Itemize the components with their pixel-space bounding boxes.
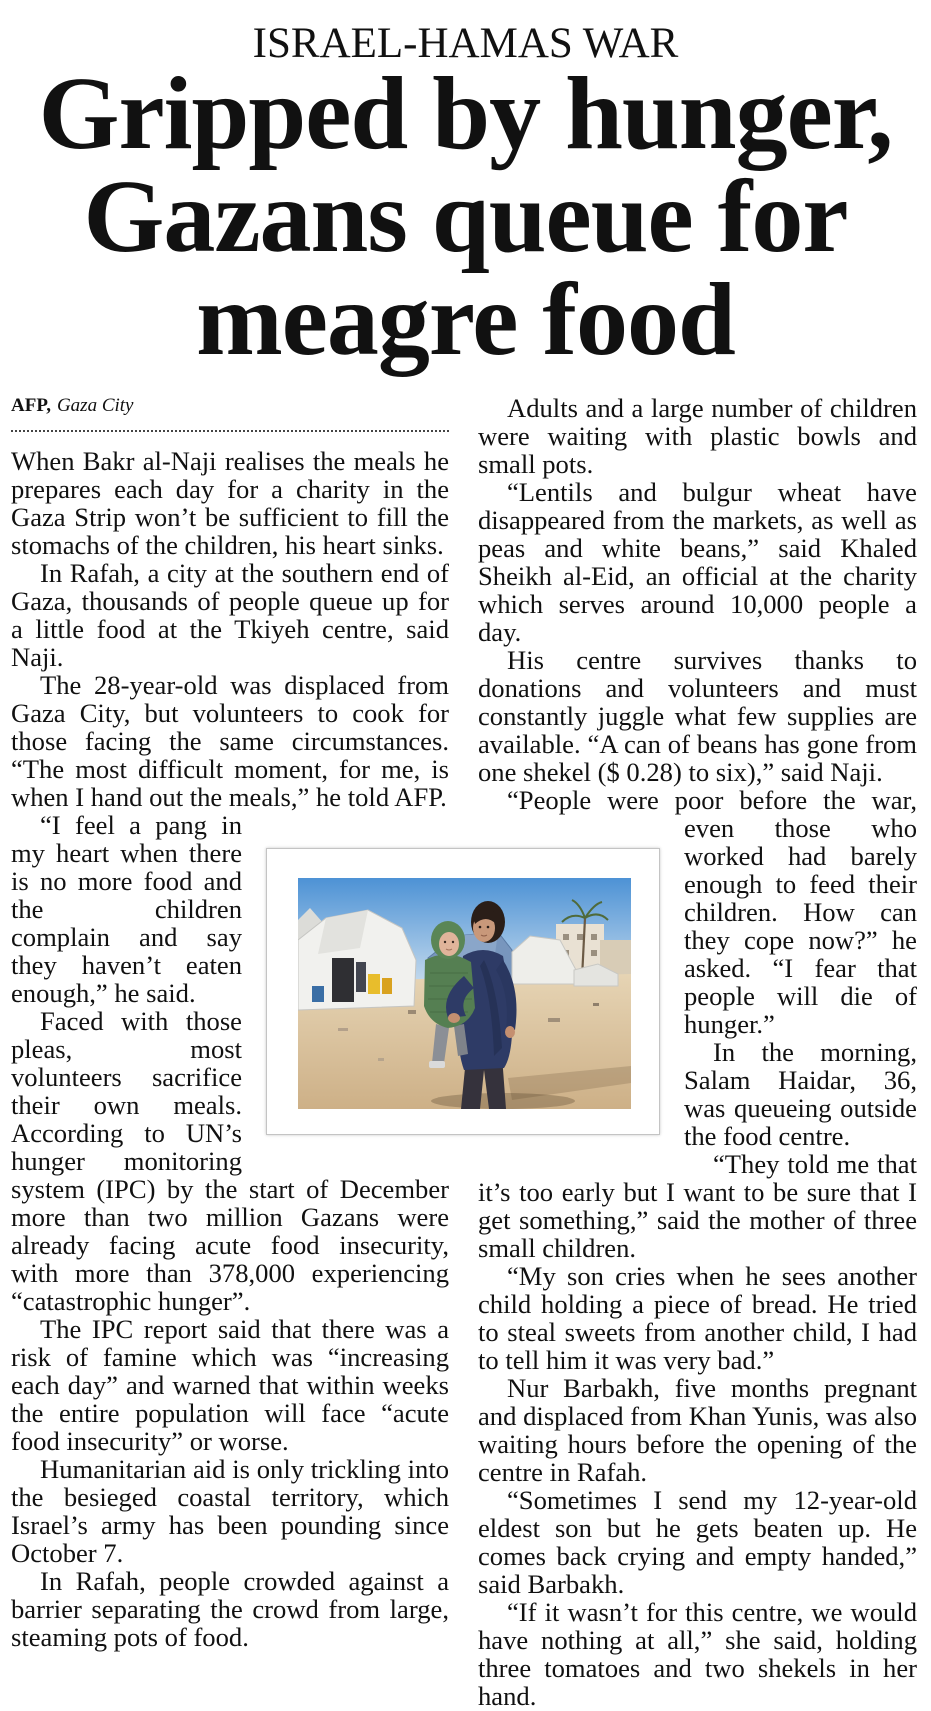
article-paragraph: When Bakr al-Naji realises the meals he prepares each day for a charity in the Gaza Strip won’t be sufficient to fill the stomachs of the children, his heart sinks. — [11, 446, 449, 560]
section-kicker: ISRAEL-HAMAS WAR — [252, 20, 679, 67]
article-paragraph: His centre survives thanks to donations and volunteers and must constantly juggle what few supplies are available. “A can of beans has gone from one shekel ($ 0.28) to six),” said Naji. — [478, 645, 917, 787]
headline — [0, 56, 931, 377]
article-paragraph: In Rafah, a city at the southern end of Gaza, thousands of people queue up for a little food at the Tkiyeh centre, said Naji. — [11, 558, 449, 672]
headline-line: meagre food — [196, 262, 735, 377]
news-photo-frame — [266, 848, 660, 1135]
article-paragraph: “They told me that it’s too early but I want to be sure that I get something,” said the mother of three small children. — [478, 1149, 917, 1263]
byline-location: Gaza City — [56, 395, 134, 416]
article-paragraph: The IPC report said that there was a risk of famine which was “increasing each day” and warned that within weeks the entire population will face “acute food insecurity” or worse. — [11, 1314, 449, 1456]
news-photo — [298, 878, 631, 1109]
article-paragraph: Humanitarian aid is only trickling into the besieged coastal territory, which Israel’s army has been pounding since October 7. — [11, 1454, 449, 1568]
article-paragraph: Nur Barbakh, five months pregnant and displaced from Khan Yunis, was also waiting hours before the opening of the centre in Rafah. — [478, 1373, 917, 1487]
article-paragraph: In the morning, Salam Haidar, 36, was queueing outside the food centre. — [684, 1037, 917, 1151]
article-paragraph: “If it wasn’t for this centre, we would have nothing at all,” she said, holding three tomatoes and two shekels in her hand. — [478, 1597, 917, 1711]
article-paragraph: “I feel a pang in my heart when there is no more food and the children complain and say they haven’t eaten enough,” he said. — [11, 810, 242, 1008]
headline-line: Gripped by hunger, — [38, 56, 893, 171]
article-paragraph: “People were poor before the war, even those who worked had barely enough to feed their children. How can they cope now?” he asked. “I fear that people will die of hunger.” — [507, 785, 917, 1039]
byline-divider — [11, 430, 449, 432]
article-paragraph: Adults and a large number of children were waiting with plastic bowls and small pots. — [478, 393, 917, 479]
headline-line: Gazans queue for — [83, 159, 848, 274]
article-paragraph: In Rafah, people crowded against a barrier separating the crowd from large, steaming pots of food. — [11, 1566, 449, 1652]
byline — [11, 394, 449, 418]
article-paragraph: “Sometimes I send my 12-year-old eldest son but he gets beaten up. He comes back crying and empty handed,” said Barbakh. — [478, 1485, 917, 1599]
article-paragraph: “Lentils and bulgur wheat have disappeared from the markets, as well as peas and white beans,” said Khaled Sheikh al-Eid, an official at the charity which serves around 10,000 people a day. — [478, 477, 917, 647]
article-paragraph: Faced with those pleas, most volunteers sacrifice their own meals. According to UN’s hunger monitoring system (IPC) by the start of December more than two million Gazans were already facing acute food insecurity, with more than 378,000 experiencing “catastrophic hunger”. — [11, 1006, 449, 1316]
article-paragraph: The 28-year-old was displaced from Gaza City, but volunteers to cook for those facing the same circumstances. “The most difficult moment, for me, is when I hand out the meals,” he told AFP. — [11, 670, 449, 812]
article-paragraph: “My son cries when he sees another child holding a piece of bread. He tried to steal sweets from another child, I had to tell him it was very bad.” — [478, 1261, 917, 1375]
byline-agency: AFP, — [11, 395, 51, 416]
